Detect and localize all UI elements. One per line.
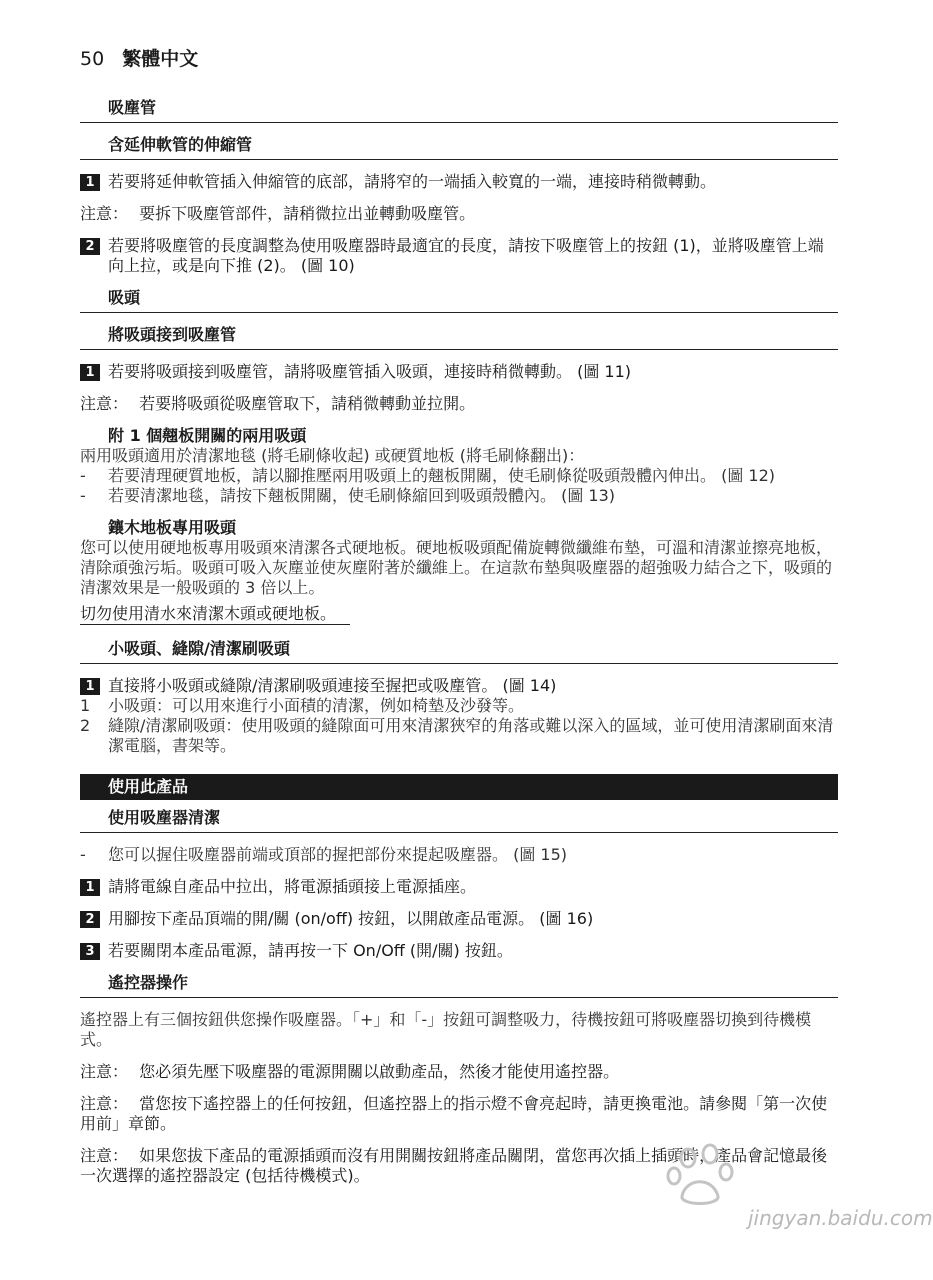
step-number-badge: 3 bbox=[80, 943, 100, 960]
step-number-badge: 1 bbox=[80, 174, 100, 191]
list-item bbox=[80, 845, 838, 865]
language-label: 繁體中文 bbox=[122, 48, 199, 70]
step-text: 若要將延伸軟管插入伸縮管的底部，請將窄的一端插入較寬的一端，連接時稍微轉動。 bbox=[108, 172, 717, 191]
page-header bbox=[80, 44, 198, 71]
section-title-vacuum-tube: 吸塵管 bbox=[80, 98, 838, 123]
step-number-badge: 1 bbox=[80, 678, 100, 695]
note-text: 要拆下吸塵管部件，請稍微拉出並轉動吸塵管。 bbox=[139, 204, 476, 223]
step-item bbox=[80, 172, 838, 192]
step-item bbox=[80, 236, 838, 276]
subheading-clean: 使用吸塵器清潔 bbox=[80, 808, 838, 833]
subheading-small-nozzle: 小吸頭、縫隙/清潔刷吸頭 bbox=[80, 639, 838, 664]
note bbox=[80, 204, 838, 224]
note-label: 注意： bbox=[80, 204, 129, 223]
step-item bbox=[80, 362, 838, 382]
list-item-text: 若要清理硬質地板，請以腳推壓兩用吸頭上的翹板開關，使毛刷條從吸頭殼體內伸出。 (圖 12) bbox=[108, 466, 776, 485]
paragraph: 遙控器上有三個按鈕供您操作吸塵器。「+」和「-」按鈕可調整吸力，待機按鈕可將吸塵器切換到待機模式。 bbox=[80, 1010, 812, 1049]
paragraph: 您可以使用硬地板專用吸頭來清潔各式硬地板。硬地板吸頭配備旋轉微纖維布墊，可溫和清潔並擦亮地板，清除頑強污垢。吸頭可吸入灰塵並使灰塵附著於纖維上。在這款布墊與吸塵器的超強吸力結合之下，吸頭的清潔效果是一般吸頭的 3 倍以上。 bbox=[80, 538, 833, 597]
list-item-text: 若要清潔地毯，請按下翹板開關，使毛刷條縮回到吸頭殼體內。 (圖 13) bbox=[108, 486, 616, 505]
list-item-text: 小吸頭：可以用來進行小面積的清潔，例如椅墊及沙發等。 bbox=[108, 696, 525, 715]
subheading-connect-nozzle: 將吸頭接到吸塵管 bbox=[80, 325, 838, 350]
step-number-badge: 2 bbox=[80, 911, 100, 928]
subheading-dual-nozzle: 附 1 個翹板開關的兩用吸頭 bbox=[108, 426, 307, 445]
list-number: 1 bbox=[80, 696, 91, 715]
note bbox=[80, 1062, 838, 1082]
list-item bbox=[80, 716, 838, 756]
note-label: 注意： bbox=[80, 1146, 129, 1165]
step-text: 請將電線自產品中拉出，將電源插頭接上電源插座。 bbox=[108, 877, 477, 896]
note-label: 注意： bbox=[80, 1062, 129, 1081]
subheading-parquet-nozzle: 鑲木地板專用吸頭 bbox=[108, 518, 237, 537]
note-label: 注意： bbox=[80, 394, 129, 413]
section-title-nozzle: 吸頭 bbox=[80, 288, 838, 313]
watermark-site: jingyan.baidu.com bbox=[748, 1206, 933, 1230]
step-text: 若要關閉本產品電源，請再按一下 On/Off (開/關) 按鈕。 bbox=[108, 941, 513, 960]
page-number: 50 bbox=[80, 48, 105, 70]
note bbox=[80, 1094, 838, 1134]
section-bar-use-product: 使用此產品 bbox=[80, 774, 838, 800]
step-item bbox=[80, 676, 838, 696]
warning-text: 切勿使用清水來清潔木頭或硬地板。 bbox=[80, 604, 350, 625]
step-text: 若要將吸塵管的長度調整為使用吸塵器時最適宜的長度，請按下吸塵管上的按鈕 (1)，並將吸塵管上端向上拉，或是向下推 (2)。 (圖 10) bbox=[108, 236, 824, 275]
list-item-text: 您可以握住吸塵器前端或頂部的握把部份來提起吸塵器。 (圖 15) bbox=[108, 845, 568, 864]
page-content bbox=[80, 98, 838, 1198]
list-item bbox=[80, 696, 838, 716]
subheading-remote: 遙控器操作 bbox=[80, 973, 838, 998]
note-text: 如果您拔下產品的電源插頭而沒有用開關按鈕將產品關閉，當您再次插上插頭時，產品會記憶最後一次選擇的遙控器設定 (包括待機模式)。 bbox=[80, 1146, 828, 1185]
note-label: 注意： bbox=[80, 1094, 129, 1113]
note-text: 若要將吸頭從吸塵管取下，請稍微轉動並拉開。 bbox=[139, 394, 476, 413]
list-item bbox=[80, 486, 838, 506]
baidu-paw-icon bbox=[658, 1140, 748, 1210]
step-text: 直接將小吸頭或縫隙/清潔刷吸頭連接至握把或吸塵管。 (圖 14) bbox=[108, 676, 557, 695]
subheading-extension-tube: 含延伸軟管的伸縮管 bbox=[80, 135, 838, 160]
step-item bbox=[80, 941, 838, 961]
step-text: 用腳按下產品頂端的開/關 (on/off) 按鈕，以開啟產品電源。 (圖 16) bbox=[108, 909, 594, 928]
list-item bbox=[80, 466, 838, 486]
dash-marker: - bbox=[80, 466, 86, 485]
dash-marker: - bbox=[80, 486, 86, 505]
paragraph: 兩用吸頭適用於清潔地毯 (將毛刷條收起) 或硬質地板 (將毛刷條翻出)： bbox=[80, 446, 585, 465]
step-item bbox=[80, 909, 838, 929]
list-item-text: 縫隙/清潔刷吸頭：使用吸頭的縫隙面可用來清潔狹窄的角落或難以深入的區域，並可使用清潔刷面來清潔電腦，書架等。 bbox=[108, 716, 834, 755]
dash-marker: - bbox=[80, 845, 86, 864]
step-item bbox=[80, 877, 838, 897]
step-number-badge: 1 bbox=[80, 364, 100, 381]
note-text: 當您按下遙控器上的任何按鈕，但遙控器上的指示燈不會亮起時，請更換電池。請參閱「第一次使用前」章節。 bbox=[80, 1094, 828, 1133]
step-number-badge: 2 bbox=[80, 238, 100, 255]
note-text: 您必須先壓下吸塵器的電源開關以啟動產品，然後才能使用遙控器。 bbox=[139, 1062, 620, 1081]
note bbox=[80, 394, 838, 414]
watermark bbox=[658, 1140, 933, 1250]
list-number: 2 bbox=[80, 716, 91, 735]
step-text: 若要將吸頭接到吸塵管，請將吸塵管插入吸頭，連接時稍微轉動。 (圖 11) bbox=[108, 362, 632, 381]
step-number-badge: 1 bbox=[80, 879, 100, 896]
